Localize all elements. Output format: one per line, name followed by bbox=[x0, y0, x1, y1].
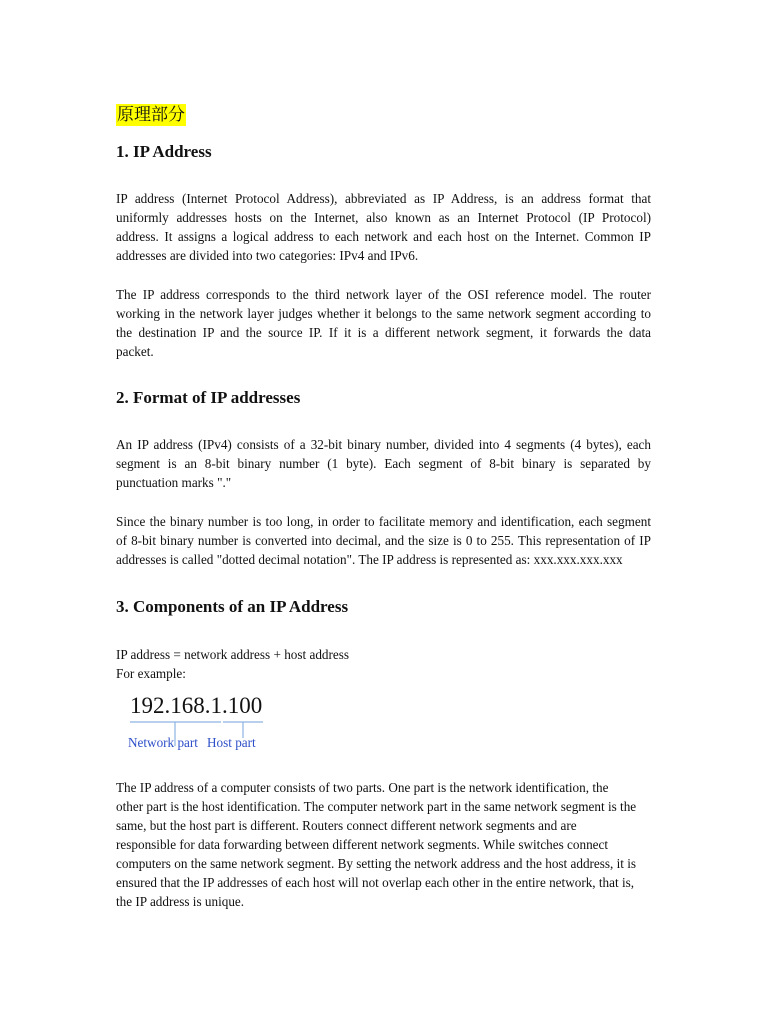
paragraph-line: IP address (Internet Protocol Address), abbreviated as IP Address, is an address format that bbox=[116, 191, 651, 206]
paragraph-line: working in the network layer judges whether it belongs to the same network segment according to bbox=[116, 306, 651, 321]
paragraph-line: uniformly addresses hosts on the Internet, also known as an Internet Protocol (IP Protocol) bbox=[116, 210, 651, 225]
paragraph-line: Since the binary number is too long, in order to facilitate memory and identification, each segment bbox=[116, 514, 651, 529]
paragraph-line: responsible for data forwarding between different network segments. While switches connect bbox=[116, 837, 609, 852]
paragraph-line: addresses are divided into two categories: IPv4 and IPv6. bbox=[116, 248, 419, 263]
paragraph-line: address. It assigns a logical address to each network and each host on the Internet. Common IP bbox=[116, 229, 651, 244]
paragraph-line: computers on the same network segment. By setting the network address and the host address, it is bbox=[116, 856, 637, 871]
paragraph-line: segment is an 8-bit binary number (1 byte). Each segment of 8-bit binary is separated by bbox=[116, 456, 651, 471]
paragraph-line: the IP address is unique. bbox=[116, 894, 245, 909]
paragraph-line: same, but the host part is different. Routers connect different network segments and are bbox=[116, 818, 577, 833]
example-ip-address: 192.168.1.100 bbox=[130, 693, 263, 718]
paragraph-line: The IP address of a computer consists of two parts. One part is the network identification, the bbox=[116, 780, 609, 795]
paragraph-line: An IP address (IPv4) consists of a 32-bit binary number, divided into 4 segments (4 bytes), each bbox=[116, 437, 651, 452]
paragraph-line: other part is the host identification. The computer network part in the same network segment is the bbox=[116, 799, 637, 814]
host-part-label: Host part bbox=[207, 735, 256, 750]
paragraph-line: addresses is called "dotted decimal notation". The IP address is represented as: xxx.xxx.xxx.xxx bbox=[116, 552, 623, 567]
paragraph-network-and-host-parts bbox=[116, 778, 651, 911]
section-heading-ip-address: 1. IP Address bbox=[116, 142, 212, 161]
formula-line: IP address = network address + host address bbox=[116, 647, 350, 662]
paragraph-line: packet. bbox=[116, 344, 154, 359]
formula-line: For example: bbox=[116, 666, 186, 681]
highlighted-section-title: 原理部分 bbox=[117, 105, 185, 124]
paragraph-line: punctuation marks "." bbox=[116, 475, 232, 490]
paragraph-osi-layer bbox=[116, 285, 651, 361]
paragraph-line: of 8-bit binary number is converted into decimal, and the size is 0 to 255. This representation of IP bbox=[116, 533, 651, 548]
network-part-label: Network part bbox=[128, 735, 198, 750]
paragraph-dotted-decimal bbox=[116, 512, 651, 569]
formula-intro bbox=[116, 645, 651, 683]
paragraph-line: the destination IP and the source IP. If it is a different network segment, it forwards the data bbox=[116, 325, 651, 340]
section-heading-format: 2. Format of IP addresses bbox=[116, 388, 301, 407]
paragraph-ip-address-definition bbox=[116, 189, 651, 265]
paragraph-line: ensured that the IP addresses of each host will not overlap each other in the entire network, that is, bbox=[116, 875, 635, 890]
paragraph-line: The IP address corresponds to the third network layer of the OSI reference model. The router bbox=[116, 287, 651, 302]
section-heading-components: 3. Components of an IP Address bbox=[116, 597, 349, 616]
paragraph-ipv4-format bbox=[116, 435, 651, 492]
